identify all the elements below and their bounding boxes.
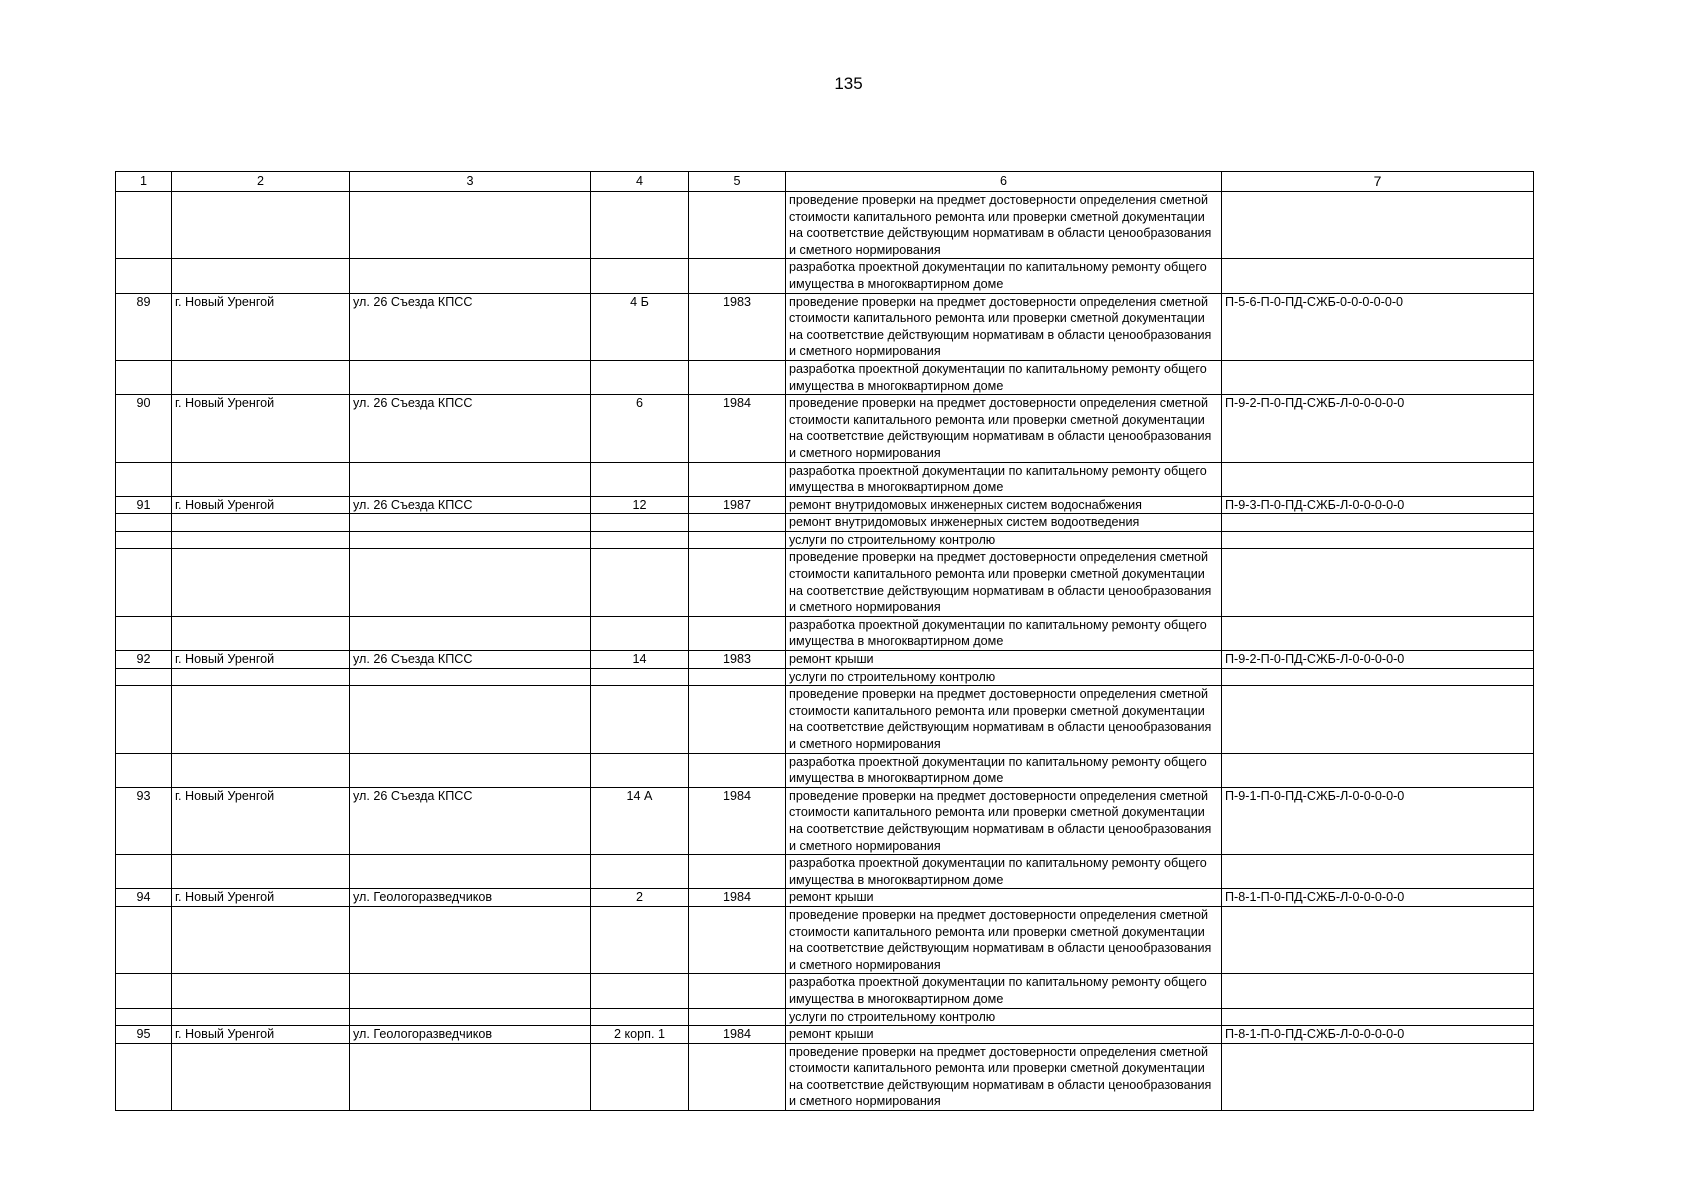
work-type-cell: проведение проверки на предмет достоверности определения сметной стоимости капитального ремонта или проверки сметной документации на соответствие действующим нормативам в области ценообразования и сметного нормирования bbox=[786, 686, 1222, 753]
city-cell: г. Новый Уренгой bbox=[172, 889, 350, 907]
house-number-cell bbox=[591, 259, 689, 293]
work-type-cell: разработка проектной документации по капитальному ремонту общего имущества в многоквартирном доме bbox=[786, 753, 1222, 787]
city-cell: г. Новый Уренгой bbox=[172, 787, 350, 854]
work-type-cell: разработка проектной документации по капитальному ремонту общего имущества в многоквартирном доме bbox=[786, 259, 1222, 293]
building-code-cell bbox=[1222, 462, 1534, 496]
building-code-cell: П-9-1-П-0-ПД-СЖБ-Л-0-0-0-0-0 bbox=[1222, 787, 1534, 854]
year-built-cell bbox=[689, 974, 786, 1008]
city-cell bbox=[172, 855, 350, 889]
column-header: 5 bbox=[689, 172, 786, 192]
house-number-cell bbox=[591, 1043, 689, 1110]
house-number-cell bbox=[591, 753, 689, 787]
row-number bbox=[116, 192, 172, 259]
building-code-cell: П-9-3-П-0-ПД-СЖБ-Л-0-0-0-0-0 bbox=[1222, 496, 1534, 514]
work-type-cell: проведение проверки на предмет достоверности определения сметной стоимости капитального ремонта или проверки сметной документации на соответствие действующим нормативам в области ценообразования и сметного нормирования bbox=[786, 787, 1222, 854]
year-built-cell bbox=[689, 259, 786, 293]
city-cell bbox=[172, 753, 350, 787]
column-header: 6 bbox=[786, 172, 1222, 192]
row-number: 89 bbox=[116, 293, 172, 360]
year-built-cell bbox=[689, 1043, 786, 1110]
header-row bbox=[116, 172, 1534, 192]
table-row bbox=[116, 889, 1534, 907]
building-code-cell bbox=[1222, 531, 1534, 549]
work-type-cell: услуги по строительному контролю bbox=[786, 531, 1222, 549]
row-number: 91 bbox=[116, 496, 172, 514]
table-row bbox=[116, 651, 1534, 669]
building-code-cell bbox=[1222, 906, 1534, 973]
building-code-cell bbox=[1222, 549, 1534, 616]
building-code-cell bbox=[1222, 855, 1534, 889]
building-code-cell bbox=[1222, 259, 1534, 293]
building-code-cell bbox=[1222, 616, 1534, 650]
table-row bbox=[116, 293, 1534, 360]
building-code-cell bbox=[1222, 360, 1534, 394]
year-built-cell bbox=[689, 753, 786, 787]
row-number: 92 bbox=[116, 651, 172, 669]
year-built-cell bbox=[689, 855, 786, 889]
table-row bbox=[116, 787, 1534, 854]
row-number bbox=[116, 906, 172, 973]
work-type-cell: ремонт крыши bbox=[786, 889, 1222, 907]
city-cell bbox=[172, 259, 350, 293]
house-number-cell: 4 Б bbox=[591, 293, 689, 360]
city-cell: г. Новый Уренгой bbox=[172, 293, 350, 360]
house-number-cell bbox=[591, 1008, 689, 1026]
house-number-cell: 2 корп. 1 bbox=[591, 1026, 689, 1044]
city-cell bbox=[172, 974, 350, 1008]
street-cell bbox=[350, 514, 591, 532]
street-cell bbox=[350, 668, 591, 686]
row-number: 94 bbox=[116, 889, 172, 907]
city-cell: г. Новый Уренгой bbox=[172, 651, 350, 669]
city-cell bbox=[172, 549, 350, 616]
row-number: 93 bbox=[116, 787, 172, 854]
work-type-cell: услуги по строительному контролю bbox=[786, 668, 1222, 686]
row-number bbox=[116, 514, 172, 532]
house-number-cell: 14 bbox=[591, 651, 689, 669]
street-cell bbox=[350, 974, 591, 1008]
work-type-cell: ремонт внутридомовых инженерных систем водоснабжения bbox=[786, 496, 1222, 514]
year-built-cell: 1984 bbox=[689, 395, 786, 462]
table-row bbox=[116, 549, 1534, 616]
work-type-cell: проведение проверки на предмет достоверности определения сметной стоимости капитального ремонта или проверки сметной документации на соответствие действующим нормативам в области ценообразования и сметного нормирования bbox=[786, 293, 1222, 360]
housing-program-table bbox=[115, 171, 1534, 1111]
work-type-cell: проведение проверки на предмет достоверности определения сметной стоимости капитального ремонта или проверки сметной документации на соответствие действующим нормативам в области ценообразования и сметного нормирования bbox=[786, 192, 1222, 259]
street-cell bbox=[350, 531, 591, 549]
table-row bbox=[116, 531, 1534, 549]
year-built-cell bbox=[689, 686, 786, 753]
row-number: 90 bbox=[116, 395, 172, 462]
work-type-cell: проведение проверки на предмет достоверности определения сметной стоимости капитального ремонта или проверки сметной документации на соответствие действующим нормативам в области ценообразования и сметного нормирования bbox=[786, 1043, 1222, 1110]
building-code-cell bbox=[1222, 192, 1534, 259]
table-row bbox=[116, 616, 1534, 650]
street-cell bbox=[350, 462, 591, 496]
house-number-cell bbox=[591, 686, 689, 753]
city-cell bbox=[172, 360, 350, 394]
table-row bbox=[116, 496, 1534, 514]
house-number-cell bbox=[591, 462, 689, 496]
city-cell bbox=[172, 531, 350, 549]
table-row bbox=[116, 974, 1534, 1008]
column-header: 1 bbox=[116, 172, 172, 192]
work-type-cell: ремонт крыши bbox=[786, 1026, 1222, 1044]
house-number-cell bbox=[591, 192, 689, 259]
city-cell bbox=[172, 514, 350, 532]
street-cell bbox=[350, 753, 591, 787]
street-cell bbox=[350, 855, 591, 889]
house-number-cell: 2 bbox=[591, 889, 689, 907]
house-number-cell bbox=[591, 549, 689, 616]
house-number-cell: 12 bbox=[591, 496, 689, 514]
year-built-cell bbox=[689, 514, 786, 532]
year-built-cell bbox=[689, 549, 786, 616]
house-number-cell bbox=[591, 906, 689, 973]
street-cell bbox=[350, 1008, 591, 1026]
row-number: 95 bbox=[116, 1026, 172, 1044]
house-number-cell bbox=[591, 974, 689, 1008]
table-row bbox=[116, 668, 1534, 686]
building-code-cell: П-5-6-П-0-ПД-СЖБ-0-0-0-0-0-0 bbox=[1222, 293, 1534, 360]
work-type-cell: проведение проверки на предмет достоверности определения сметной стоимости капитального ремонта или проверки сметной документации на соответствие действующим нормативам в области ценообразования и сметного нормирования bbox=[786, 906, 1222, 973]
house-number-cell bbox=[591, 514, 689, 532]
building-code-cell bbox=[1222, 974, 1534, 1008]
city-cell: г. Новый Уренгой bbox=[172, 496, 350, 514]
column-header: 7 bbox=[1222, 172, 1534, 192]
house-number-cell bbox=[591, 855, 689, 889]
city-cell bbox=[172, 1043, 350, 1110]
city-cell bbox=[172, 192, 350, 259]
work-type-cell: ремонт внутридомовых инженерных систем водоотведения bbox=[786, 514, 1222, 532]
column-header: 2 bbox=[172, 172, 350, 192]
street-cell bbox=[350, 192, 591, 259]
year-built-cell bbox=[689, 462, 786, 496]
year-built-cell bbox=[689, 360, 786, 394]
street-cell: ул. 26 Съезда КПСС bbox=[350, 496, 591, 514]
street-cell: ул. Геологоразведчиков bbox=[350, 889, 591, 907]
row-number bbox=[116, 855, 172, 889]
street-cell bbox=[350, 549, 591, 616]
city-cell bbox=[172, 1008, 350, 1026]
city-cell bbox=[172, 668, 350, 686]
row-number bbox=[116, 668, 172, 686]
table-row bbox=[116, 259, 1534, 293]
street-cell: ул. 26 Съезда КПСС bbox=[350, 787, 591, 854]
year-built-cell: 1984 bbox=[689, 889, 786, 907]
table-row bbox=[116, 1026, 1534, 1044]
house-number-cell bbox=[591, 668, 689, 686]
building-code-cell: П-9-2-П-0-ПД-СЖБ-Л-0-0-0-0-0 bbox=[1222, 395, 1534, 462]
row-number bbox=[116, 462, 172, 496]
street-cell bbox=[350, 906, 591, 973]
building-code-cell bbox=[1222, 753, 1534, 787]
table-row bbox=[116, 1043, 1534, 1110]
city-cell bbox=[172, 462, 350, 496]
street-cell: ул. 26 Съезда КПСС bbox=[350, 395, 591, 462]
table-row bbox=[116, 360, 1534, 394]
work-type-cell: услуги по строительному контролю bbox=[786, 1008, 1222, 1026]
city-cell: г. Новый Уренгой bbox=[172, 1026, 350, 1044]
row-number bbox=[116, 686, 172, 753]
row-number bbox=[116, 753, 172, 787]
house-number-cell bbox=[591, 616, 689, 650]
building-code-cell: П-8-1-П-0-ПД-СЖБ-Л-0-0-0-0-0 bbox=[1222, 889, 1534, 907]
row-number bbox=[116, 1008, 172, 1026]
city-cell bbox=[172, 906, 350, 973]
table-row bbox=[116, 514, 1534, 532]
city-cell bbox=[172, 616, 350, 650]
row-number bbox=[116, 549, 172, 616]
row-number bbox=[116, 259, 172, 293]
row-number bbox=[116, 974, 172, 1008]
table-row bbox=[116, 462, 1534, 496]
year-built-cell: 1984 bbox=[689, 787, 786, 854]
building-code-cell bbox=[1222, 1043, 1534, 1110]
house-number-cell bbox=[591, 531, 689, 549]
year-built-cell bbox=[689, 192, 786, 259]
work-type-cell: ремонт крыши bbox=[786, 651, 1222, 669]
row-number bbox=[116, 616, 172, 650]
work-type-cell: разработка проектной документации по капитальному ремонту общего имущества в многоквартирном доме bbox=[786, 360, 1222, 394]
year-built-cell bbox=[689, 531, 786, 549]
street-cell bbox=[350, 360, 591, 394]
house-number-cell: 6 bbox=[591, 395, 689, 462]
city-cell: г. Новый Уренгой bbox=[172, 395, 350, 462]
building-code-cell bbox=[1222, 686, 1534, 753]
house-number-cell: 14 А bbox=[591, 787, 689, 854]
year-built-cell bbox=[689, 1008, 786, 1026]
year-built-cell bbox=[689, 668, 786, 686]
table-row bbox=[116, 753, 1534, 787]
street-cell: ул. 26 Съезда КПСС bbox=[350, 293, 591, 360]
year-built-cell: 1983 bbox=[689, 293, 786, 360]
house-number-cell bbox=[591, 360, 689, 394]
building-code-cell bbox=[1222, 1008, 1534, 1026]
work-type-cell: разработка проектной документации по капитальному ремонту общего имущества в многоквартирном доме bbox=[786, 462, 1222, 496]
building-code-cell bbox=[1222, 514, 1534, 532]
building-code-cell: П-9-2-П-0-ПД-СЖБ-Л-0-0-0-0-0 bbox=[1222, 651, 1534, 669]
page-number: 135 bbox=[834, 74, 863, 93]
column-header: 4 bbox=[591, 172, 689, 192]
table-row bbox=[116, 395, 1534, 462]
year-built-cell bbox=[689, 616, 786, 650]
table-row bbox=[116, 855, 1534, 889]
row-number bbox=[116, 360, 172, 394]
street-cell: ул. Геологоразведчиков bbox=[350, 1026, 591, 1044]
year-built-cell: 1984 bbox=[689, 1026, 786, 1044]
row-number bbox=[116, 1043, 172, 1110]
year-built-cell: 1987 bbox=[689, 496, 786, 514]
work-type-cell: разработка проектной документации по капитальному ремонту общего имущества в многоквартирном доме bbox=[786, 616, 1222, 650]
street-cell: ул. 26 Съезда КПСС bbox=[350, 651, 591, 669]
table-row bbox=[116, 906, 1534, 973]
table-row bbox=[116, 1008, 1534, 1026]
street-cell bbox=[350, 616, 591, 650]
street-cell bbox=[350, 686, 591, 753]
building-code-cell: П-8-1-П-0-ПД-СЖБ-Л-0-0-0-0-0 bbox=[1222, 1026, 1534, 1044]
column-header: 3 bbox=[350, 172, 591, 192]
row-number bbox=[116, 531, 172, 549]
table-row bbox=[116, 686, 1534, 753]
city-cell bbox=[172, 686, 350, 753]
building-code-cell bbox=[1222, 668, 1534, 686]
street-cell bbox=[350, 259, 591, 293]
year-built-cell: 1983 bbox=[689, 651, 786, 669]
work-type-cell: проведение проверки на предмет достоверности определения сметной стоимости капитального ремонта или проверки сметной документации на соответствие действующим нормативам в области ценообразования и сметного нормирования bbox=[786, 395, 1222, 462]
work-type-cell: разработка проектной документации по капитальному ремонту общего имущества в многоквартирном доме bbox=[786, 974, 1222, 1008]
work-type-cell: проведение проверки на предмет достоверности определения сметной стоимости капитального ремонта или проверки сметной документации на соответствие действующим нормативам в области ценообразования и сметного нормирования bbox=[786, 549, 1222, 616]
work-type-cell: разработка проектной документации по капитальному ремонту общего имущества в многоквартирном доме bbox=[786, 855, 1222, 889]
street-cell bbox=[350, 1043, 591, 1110]
year-built-cell bbox=[689, 906, 786, 973]
table-row bbox=[116, 192, 1534, 259]
